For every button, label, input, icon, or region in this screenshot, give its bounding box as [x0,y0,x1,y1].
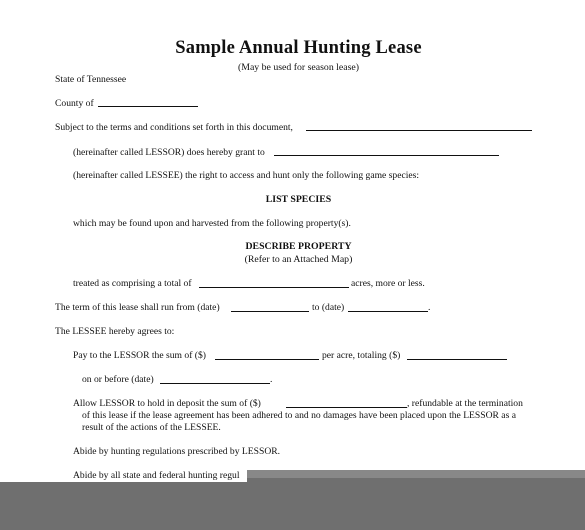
term-period: . [428,302,431,313]
acres-blank[interactable] [199,287,349,288]
per-acre-amount-blank[interactable] [215,359,319,360]
pay-text: Pay to the LESSOR the sum of ($) [73,350,206,361]
lessee-agrees-text: The LESSEE hereby agrees to: [55,326,175,337]
state-line: State of Tennessee [55,74,127,85]
per-acre-text: per acre, totaling ($) [322,350,401,361]
subject-text: Subject to the terms and conditions set forth in this document, [55,122,293,133]
abide-regulations-text: Abide by hunting regulations prescribed by LESSOR. [73,446,281,457]
end-date-blank[interactable] [348,311,428,312]
allow-line-2: of this lease if the lease agreement has been adhered to and no damages have been placed upon the LESSOR as a [82,410,516,421]
county-blank[interactable] [98,106,198,107]
payment-period: . [270,374,273,385]
lessor-name-blank[interactable] [306,130,532,131]
payment-date-blank[interactable] [160,383,270,384]
document-subtitle: (May be used for season lease) [237,62,360,73]
bottom-overlay-shade [0,478,585,530]
list-species-heading: LIST SPECIES [265,194,332,205]
deposit-amount-blank[interactable] [286,407,407,408]
abide-state-federal-text: Abide by all state and federal hunting regul [73,470,240,481]
document-title: Sample Annual Hunting Lease [175,38,422,58]
refer-map-text: (Refer to an Attached Map) [244,254,353,265]
treated-as-text: treated as comprising a total of [73,278,192,289]
lessee-name-blank[interactable] [274,155,499,156]
allow-line-3: result of the actions of the LESSEE. [82,422,221,433]
term-start-text: The term of this lease shall run from (date) [55,302,220,313]
allow-deposit-text: Allow LESSOR to hold in deposit the sum of ($) [73,398,261,409]
refundable-text: , refundable at the termination [407,398,523,409]
lessor-grant-text: (hereinafter called LESSOR) does hereby grant to [73,147,265,158]
acres-text: acres, more or less. [351,278,425,289]
describe-property-heading: DESCRIBE PROPERTY [245,241,352,252]
which-may-text: which may be found upon and harvested from the following property(s). [73,218,351,229]
start-date-blank[interactable] [231,311,309,312]
lessee-right-text: (hereinafter called LESSEE) the right to access and hunt only the following game species: [73,170,420,181]
to-date-text: to (date) [312,302,345,313]
on-or-before-text: on or before (date) [82,374,154,385]
total-amount-blank[interactable] [407,359,507,360]
county-label: County of [55,98,94,109]
